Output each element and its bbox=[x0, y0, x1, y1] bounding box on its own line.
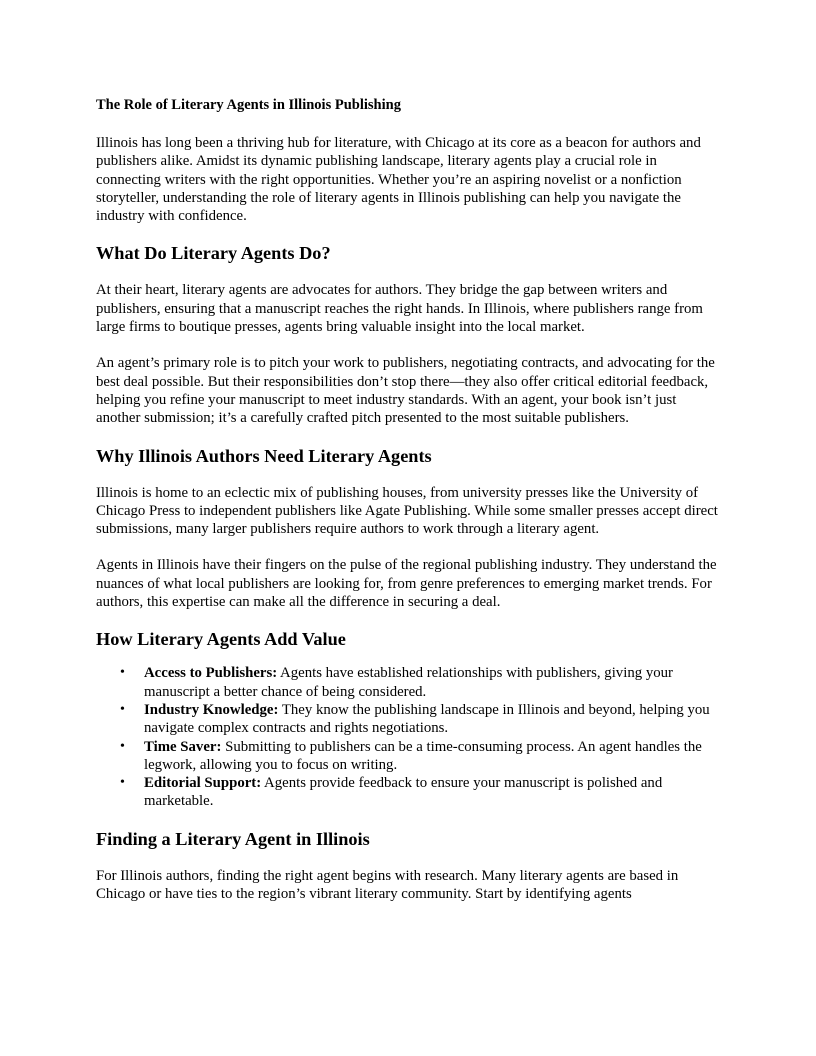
bullet-text: Agents have established relationships with publishers, giving your manuscript a better chance of being considered. bbox=[144, 665, 673, 700]
list-item bbox=[120, 701, 724, 738]
list-item bbox=[120, 738, 724, 775]
section-heading-how-agents-add-value: How Literary Agents Add Value bbox=[96, 629, 346, 650]
section-heading-why-authors-need-agents: Why Illinois Authors Need Literary Agents bbox=[96, 445, 432, 466]
section-heading-finding-an-agent: Finding a Literary Agent in Illinois bbox=[96, 828, 370, 849]
section-heading-what-agents-do: What Do Literary Agents Do? bbox=[96, 243, 331, 264]
bullet-label: Access to Publishers: bbox=[144, 665, 278, 682]
list-item bbox=[120, 664, 724, 701]
bullet-label: Industry Knowledge: bbox=[144, 701, 279, 718]
paragraph: Agents in Illinois have their fingers on the pulse of the regional publishing industry. They understand the nuances of what local publishers are looking for, from genre preferences to emerging market trends. For authors, this expertise can make all the difference in securing a deal. bbox=[96, 557, 717, 611]
list-item bbox=[120, 774, 724, 811]
bullet-icon: • bbox=[120, 701, 125, 717]
paragraph: For Illinois authors, finding the right agent begins with research. Many literary agents are based in Chicago or have ties to the region’s vibrant literary community. Start by identifying agents bbox=[96, 867, 679, 903]
bullet-text: They know the publishing landscape in Illinois and beyond, helping you navigate complex contracts and rights negotiations. bbox=[144, 701, 710, 737]
bullet-icon: • bbox=[120, 738, 125, 754]
paragraph: At their heart, literary agents are advocates for authors. They bridge the gap between writers and publishers, ensuring that a manuscript reaches the right hands. In Illinois, where publishers range from large firms to boutique presses, agents bring valuable insight into the local market. bbox=[96, 282, 703, 336]
paragraph: Illinois is home to an eclectic mix of publishing houses, from university presses like the University of Chicago Press to independent publishers like Agate Publishing. While some smaller presses accept direct submissions, many larger publishers require authors to work through a literary agent. bbox=[96, 484, 718, 538]
intro-paragraph: Illinois has long been a thriving hub for literature, with Chicago at its core as a beacon for authors and publishers alike. Amidst its dynamic publishing landscape, literary agents play a crucial role in connecting writers with the right opportunities. Whether you’re an aspiring novelist or a nonfiction storyteller, understanding the role of literary agents in Illinois publishing can help you navigate the industry with confidence. bbox=[96, 135, 701, 225]
bullet-icon: • bbox=[120, 665, 125, 681]
document-page bbox=[96, 96, 724, 903]
document-title: The Role of Literary Agents in Illinois Publishing bbox=[96, 97, 401, 113]
bullet-label: Time Saver: bbox=[144, 738, 222, 755]
bullet-text: Submitting to publishers can be a time-consuming process. An agent handles the legwork, allowing you to focus on writing. bbox=[144, 738, 702, 773]
paragraph: An agent’s primary role is to pitch your work to publishers, negotiating contracts, and advocating for the best deal possible. But their responsibilities don’t stop there—they also offer critical editorial feedback, helping you refine your manuscript to meet industry standards. With an agent, your book isn’t just another submission; it’s a carefully crafted pitch presented to the most suitable publishers. bbox=[96, 355, 715, 427]
bullet-icon: • bbox=[120, 775, 125, 791]
bullet-label: Editorial Support: bbox=[144, 775, 262, 792]
value-bullet-list bbox=[96, 664, 724, 810]
bullet-text: Agents provide feedback to ensure your manuscript is polished and marketable. bbox=[144, 775, 663, 810]
